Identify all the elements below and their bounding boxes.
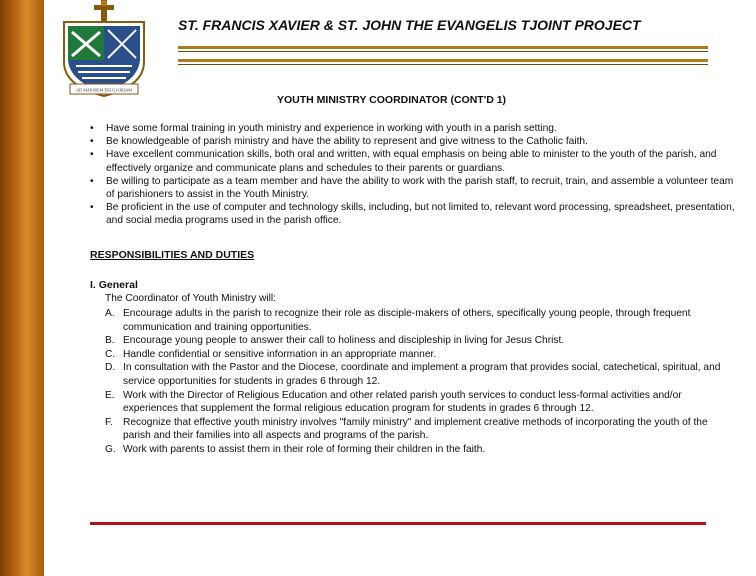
list-item: • Be willing to participate as a team member and have the ability to work with the parish staff, to recruit, train, and assemble a volunteer team of parishioners to assist in the Youth Ministry. xyxy=(90,175,740,201)
list-letter: C. xyxy=(105,348,116,360)
duties-list xyxy=(105,307,733,457)
list-item xyxy=(105,389,733,416)
general-section-heading: I. General xyxy=(90,279,138,291)
list-item xyxy=(105,361,733,388)
list-letter: E. xyxy=(105,389,115,401)
list-text: Work with parents to assist them in their role of forming their children in the faith. xyxy=(123,443,486,455)
list-item xyxy=(105,348,733,362)
list-item xyxy=(105,307,733,334)
list-item: • Have some formal training in youth ministry and experience in working with youth in a parish setting. xyxy=(90,122,740,135)
title-divider xyxy=(178,64,708,65)
list-text: Work with the Director of Religious Education and other related parish youth services to conduct less-formal activities and/or experiences that supplement the formal religious education program for students in grades 6 through 12. xyxy=(123,389,682,415)
list-letter: G. xyxy=(105,443,116,455)
list-item: • Be proficient in the use of computer and technology skills, including, but not limited to, relevant word processing, spreadsheet, presentation, and social media programs used in the parish office. xyxy=(90,201,740,227)
section-subtitle: YOUTH MINISTRY COORDINATOR (CONT'D 1) xyxy=(277,94,507,106)
list-text: Encourage adults in the parish to recognize their role as disciple-makers of others, specifically young people, through frequent communication and training opportunities. xyxy=(123,308,691,333)
list-item xyxy=(105,416,733,443)
list-text: Recognize that effective youth ministry involves "family ministry" and implement creative methods of incorporating the youth of the parish and their families into all aspects and programs of the parish. xyxy=(123,416,708,442)
page-title: ST. FRANCIS XAVIER & ST. JOHN THE EVANGELIS TJOINT PROJECT xyxy=(178,17,641,33)
qualifications-list xyxy=(90,122,740,228)
list-letter: D. xyxy=(105,362,116,374)
list-text: In consultation with the Pastor and the Diocese, coordinate and implement a program that provides social, catechetical, spiritual, and service opportunities for students in grades 6 through 12. xyxy=(123,362,721,387)
footer-divider xyxy=(90,522,706,525)
list-text: Encourage young people to answer their call to holiness and discipleship in living for Jesus Christ. xyxy=(123,335,565,347)
duties-intro: The Coordinator of Youth Ministry will: xyxy=(105,293,277,304)
title-divider xyxy=(178,51,708,52)
left-decorative-bar xyxy=(0,0,44,576)
list-item xyxy=(105,334,733,348)
list-item: • Have excellent communication skills, both oral and written, with equal emphasis on being able to minister to the youth of the parish, and effectively organize and communicate plans and schedules to their parents or guardians. xyxy=(90,148,740,174)
title-divider xyxy=(178,46,708,49)
parish-crest-logo xyxy=(56,0,152,98)
list-letter: A. xyxy=(105,308,115,319)
responsibilities-heading: RESPONSIBILITIES AND DUTIES xyxy=(90,249,255,261)
svg-text:AD MAIOREM DEI GLORIAM: AD MAIOREM DEI GLORIAM xyxy=(76,87,132,93)
title-divider xyxy=(178,59,708,62)
list-item: • Be knowledgeable of parish ministry and have the ability to represent and give witness to the Catholic faith. xyxy=(90,135,740,148)
list-item xyxy=(105,443,733,457)
list-letter: F. xyxy=(105,416,113,428)
list-text: Handle confidential or sensitive information in an appropriate manner. xyxy=(123,348,437,360)
list-letter: B. xyxy=(105,335,115,347)
